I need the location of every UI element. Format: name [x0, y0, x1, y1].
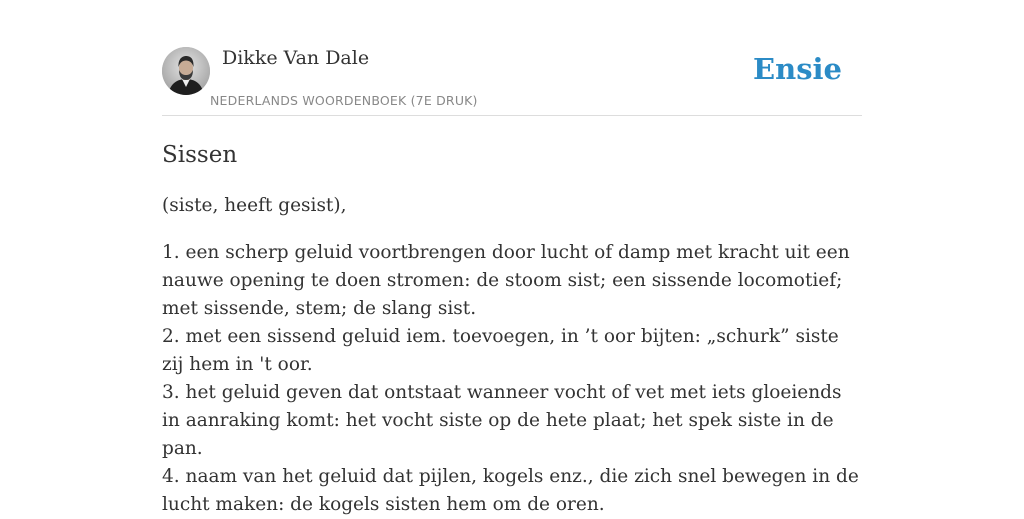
portrait-icon	[162, 47, 210, 95]
source-subtitle[interactable]: NEDERLANDS WOORDENBOEK (7E DRUK)	[210, 93, 478, 108]
page	[162, 0, 862, 515]
author-name[interactable]: Dikke Van Dale	[222, 47, 370, 69]
entry-inflection: (siste, heeft gesist),	[162, 195, 347, 216]
definition-item: 1. een scherp geluid voortbrengen door lucht of damp met kracht uit een nauwe opening te doen stromen: de stoom sist; een sissende locomotief; met sissende, stem; de slang sist.	[162, 242, 850, 319]
definition-item: 2. met een sissend geluid iem. toevoegen, in ’t oor bijten: „schurk” siste zij hem in 't oor.	[162, 326, 839, 375]
ensie-logo-link[interactable]: Ensie	[753, 52, 842, 86]
definition-list	[162, 239, 862, 519]
page-header	[162, 0, 862, 116]
definition-item: 4. naam van het geluid dat pijlen, kogels enz., die zich snel bewegen in de lucht maken: de kogels sisten hem om de oren.	[162, 466, 859, 515]
entry-title: Sissen	[162, 142, 238, 168]
definition-item: 3. het geluid geven dat ontstaat wanneer vocht of vet met iets gloeiends in aanraking komt: het vocht siste op de hete plaat; het spek siste in de pan.	[162, 382, 842, 459]
author-avatar[interactable]	[162, 47, 210, 95]
